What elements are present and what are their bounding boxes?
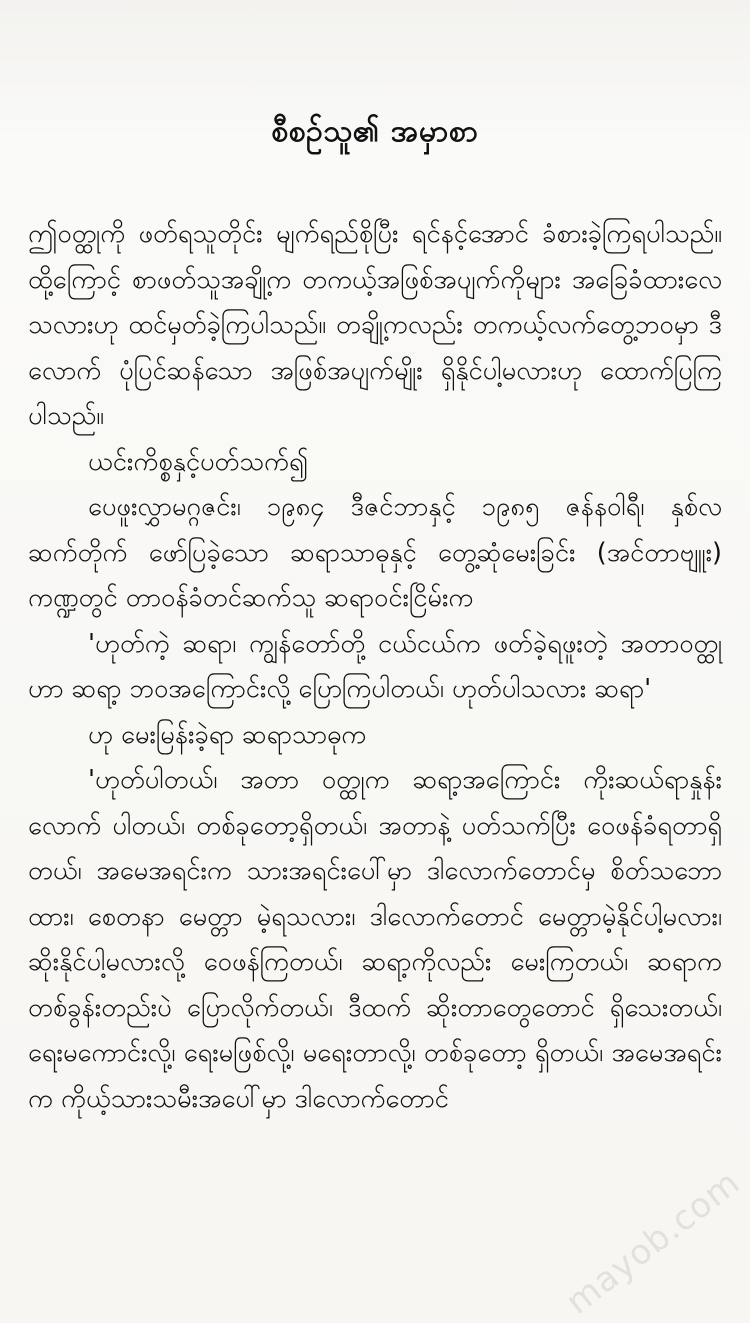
- watermark: mayob.com: [558, 1162, 748, 1323]
- paragraph-asked: ဟု မေးမြန်းခဲ့ရာ ဆရာသာဓုက: [88, 719, 367, 750]
- paragraph-intro: ဤဝတ္ထုကို ဖတ်ရသူတိုင်း မျက်ရည်စိုပြီး ရင်နင့်အောင် ခံစားခဲ့ကြရပါသည်။ ထို့ကြောင့် စာဖတ်သူအချို့က တကယ့်အဖြစ်အပျက်ကိုများ အခြေခံထားလေသလားဟု ထင်မှတ်ခဲ့ကြပါသည်။ တချို့ကလည်း တကယ့်လက်တွေ့ဘဝမှာ ဒီလောက် ပုံပြင်ဆန်သော အဖြစ်အပျက်မျိုး ရှိနိုင်ပါ့မလားဟု ထောက်ပြကြပါသည်။: [28, 219, 722, 431]
- paragraph-question-quote: 'ဟုတ်ကဲ့ ဆရာ၊ ကျွန်တော်တို့ ငယ်ငယ်က ဖတ်ခဲ့ရဖူးတဲ့ အတာဝတ္ထုဟာ ဆရာ့ ဘဝအကြောင်းလို့ ပြောကြပါတယ်၊ ဟုတ်ပါသလား ဆရာ': [28, 628, 722, 704]
- paragraph-magazine-interview: ပေဖူးလွှာမဂ္ဂဇင်း၊ ၁၉၈၄ ဒီဇင်ဘာနှင့် ၁၉၈၅ ဇန်နဝါရီ၊ နှစ်လဆက်တိုက် ဖော်ပြခဲ့သော ဆရာသာဓုနှင့် တွေ့ဆုံမေးခြင်း (အင်တာဗျူး) ကဏ္ဍတွင် တာဝန်ခံတင်ဆက်သူ ဆရာဝင်းငြိမ်းက: [28, 492, 722, 613]
- paragraph-answer-quote: 'ဟုတ်ပါတယ်၊ အတာ ဝတ္ထုက ဆရာ့အကြောင်း ကိုးဆယ်ရာနှုန်းလောက် ပါတယ်၊ တစ်ခုတော့ရှိတယ်၊ အတာနဲ့ ပတ်သက်ပြီး ဝေဖန်ခံရတာရှိတယ်၊ အမေအရင်းက သားအရင်းပေါ်မှာ ဒါလောက်တောင်မှ စိတ်သဘောထား၊ စေတနာ မေတ္တာ မဲ့ရသလား၊ ဒါလောက်တောင် မေတ္တာမဲ့နိုင်ပါ့မလား၊ ဆိုးနိုင်ပါ့မလားလို့ ဝေဖန်ကြတယ်၊ ဆရာ့ကိုလည်း မေးကြတယ်၊ ဆရာက တစ်ခွန်းတည်းပဲ ပြောလိုက်တယ်၊ ဒီထက် ဆိုးတာတွေတောင် ရှိသေးတယ်၊ ရေးမကောင်းလို့၊ ရေးမဖြစ်လို့၊ မရေးတာလို့၊ တစ်ခုတော့ ရှိတယ်၊ အမေအရင်းက ကိုယ့်သားသမီးအပေါ်မှာ ဒါလောက်တောင်: [28, 765, 722, 1114]
- page-title: စီစဉ်သူ၏ အမှာစာ: [271, 114, 479, 149]
- body-text: [28, 212, 722, 1122]
- paragraph-regarding: ယင်းကိစ္စနှင့်ပတ်သက်၍: [88, 446, 309, 477]
